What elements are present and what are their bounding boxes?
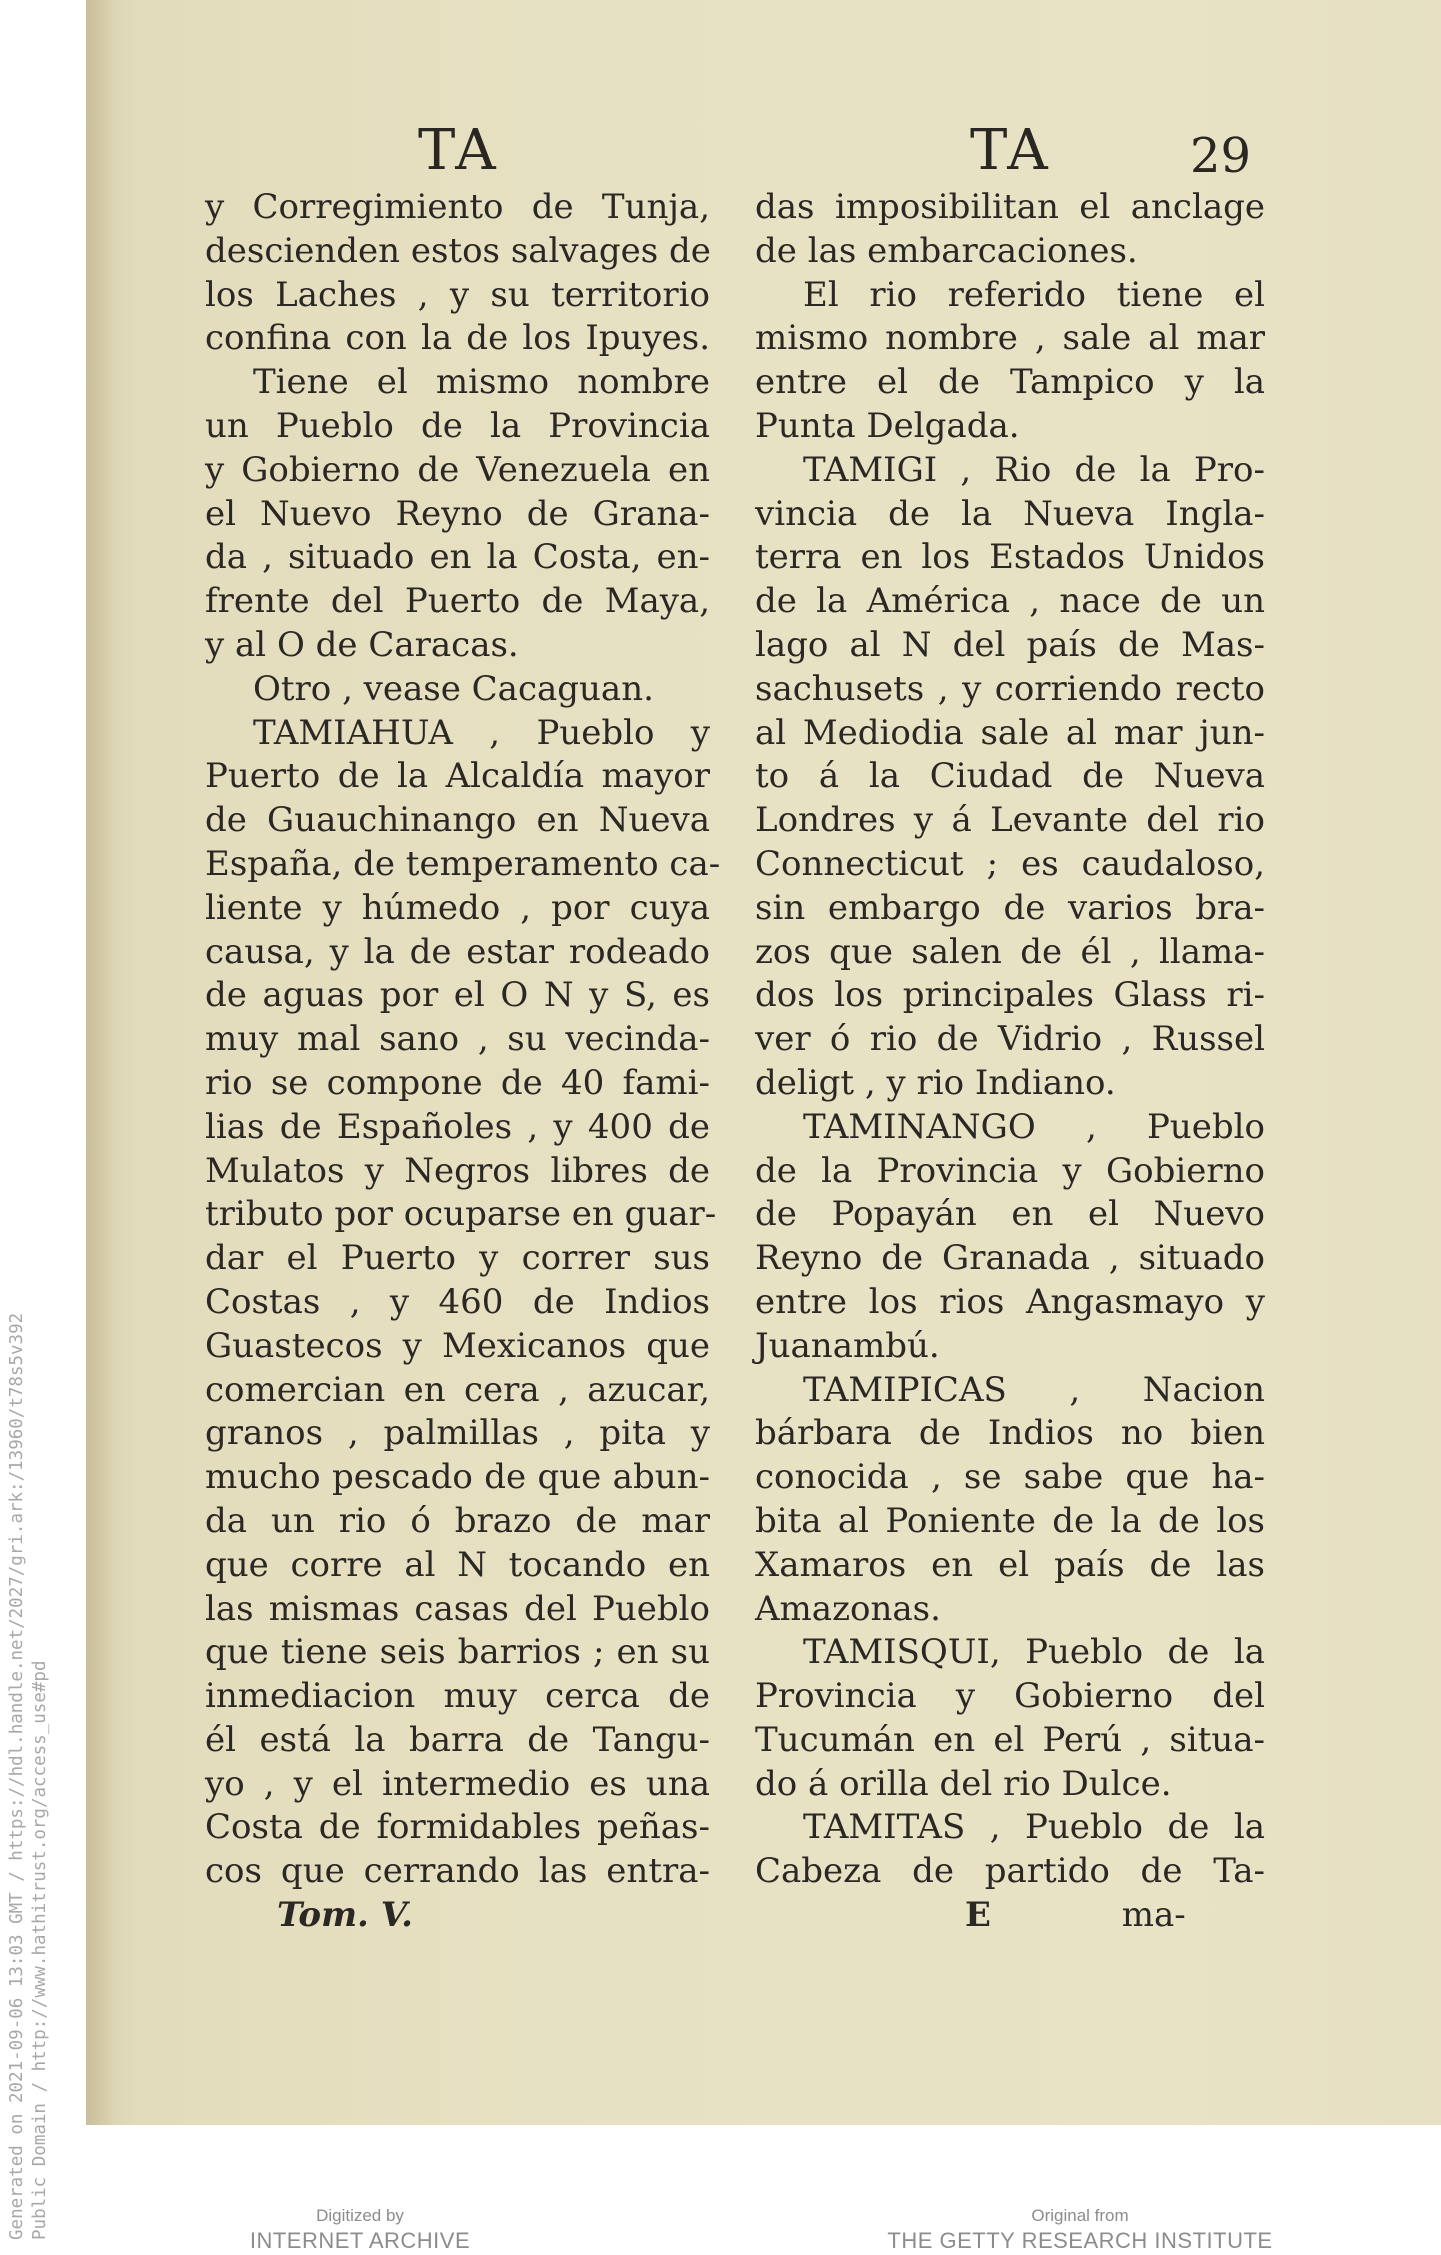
text-line: de Popayán en el Nuevo [755,1194,1265,1235]
text-line: al Mediodia sale al mar jun- [755,712,1265,753]
right-running-head: TA [970,118,1051,183]
text-line: yo , y el intermedio es una [205,1763,710,1804]
digitized-by-label: Digitized by [316,2206,404,2225]
right-column [755,186,1265,1938]
text-line: vincia de la Nueva Ingla- [755,493,1265,534]
text-line: El rio referido tiene el [803,274,1265,315]
text-line: las mismas casas del Pueblo [205,1588,710,1629]
text-line: de la Provincia y Gobierno [755,1150,1265,1191]
text-line: dos los principales Glass ri- [755,975,1265,1016]
entry-headword-line: TAMITAS , Pueblo de la [803,1807,1265,1848]
text-line: mucho pescado de que abun- [205,1457,710,1498]
text-line: bita al Poniente de la de los [755,1500,1265,1541]
text-line: dar el Puerto y correr sus [205,1238,710,1279]
text-line: ver ó rio de Vidrio , Russel [755,1019,1265,1060]
text-line: conocida , se sabe que ha- [755,1457,1265,1498]
text-line: rio se compone de 40 fami- [205,1062,710,1103]
access-watermark [6,1060,52,2240]
text-line: y al O de Caracas. [205,624,519,665]
text-line: bárbara de Indios no bien [755,1413,1265,1454]
entry-headword-line: TAMISQUI, Pueblo de la [803,1632,1265,1673]
text-line: Tiene el mismo nombre [253,362,710,403]
text-line: inmediacion muy cerca de [205,1676,710,1717]
digitized-by-credit [240,2205,480,2255]
text-line: granos , palmillas , pita y [205,1413,710,1454]
text-line: Amazonas. [755,1588,941,1629]
text-line: Guastecos y Mexicanos que [205,1325,710,1366]
text-line: deligt , y rio Indiano. [755,1062,1116,1103]
text-line: da , situado en la Costa, en- [205,537,710,578]
original-from-label: Original from [1031,2206,1129,2225]
watermark-line-2: Public Domain / http://www.hathitrust.org/access_use#pd [30,1660,50,2240]
left-running-head: TA [418,118,499,183]
text-line: y Corregimiento de Tunja, [205,187,710,227]
text-line: zos que salen de él , llama- [755,931,1265,972]
text-line: das imposibilitan el anclage [755,187,1265,227]
text-line: que tiene seis barrios ; en su [205,1632,710,1673]
text-line: Punta Delgada. [755,405,1020,446]
left-column [205,186,721,1938]
text-line: de aguas por el O N y S, es [205,975,710,1016]
text-line: que corre al N tocando en [205,1544,710,1585]
original-from-credit [880,2205,1280,2255]
text-line: sachusets , y corriendo recto [755,668,1265,709]
text-line: mismo nombre , sale al mar [755,318,1265,359]
internet-archive-label: INTERNET ARCHIVE [249,2228,471,2253]
text-line: un Pueblo de la Provincia [205,405,710,446]
text-line: to á la Ciudad de Nueva [755,756,1265,797]
signature-line [755,1894,1265,1938]
text-line: Connecticut ; es caudaloso, [755,843,1265,884]
text-line: lago al N del país de Mas- [755,624,1265,665]
text-line: frente del Puerto de Maya, [205,581,710,622]
catchword: ma- [1121,1895,1186,1936]
entry-headword-line: TAMINANGO , Pueblo [803,1106,1265,1147]
volume-signature: Tom. V. [277,1895,413,1936]
text-line: Otro , vease Cacaguan. [253,668,654,709]
text-line: descienden estos salvages de [205,230,711,271]
watermark-line-1: Generated on 2021-09-06 13:03 GMT / https://hdl.handle.net/2027/gri.ark:/13960/t78s5v392 [7,1312,27,2240]
text-line: do á orilla del rio Dulce. [755,1763,1172,1804]
text-line: él está la barra de Tangu- [205,1719,710,1760]
text-line: Provincia y Gobierno del [755,1676,1265,1717]
text-line: tributo por ocuparse en guar- [205,1194,717,1235]
text-line: Londres y á Levante del rio [755,800,1265,841]
text-line: sin embargo de varios bra- [755,887,1265,928]
text-line: de la América , nace de un [755,581,1265,622]
text-line: Reyno de Granada , situado [755,1238,1265,1279]
text-line: lias de Españoles , y 400 de [205,1106,710,1147]
text-line: Costa de formidables peñas- [205,1807,710,1848]
entry-headword-line: TAMIGI , Rio de la Pro- [803,449,1265,490]
text-line: Juanambú. [755,1325,940,1366]
text-line: de las embarcaciones. [755,230,1138,271]
text-line: el Nuevo Reyno de Grana- [205,493,710,534]
text-line: causa, y la de estar rodeado [205,931,710,972]
text-line: cos que cerrando las entra- [205,1851,710,1892]
text-line: y Gobierno de Venezuela en [205,449,710,490]
text-line: Puerto de la Alcaldía mayor [205,756,710,797]
text-line: terra en los Estados Unidos [755,537,1265,578]
getty-institute-label: THE GETTY RESEARCH INSTITUTE [887,2228,1273,2253]
text-line: Xamaros en el país de las [755,1544,1265,1585]
text-line: los Laches , y su territorio [205,274,710,315]
text-line: de Guauchinango en Nueva [205,800,710,841]
text-line: muy mal sano , su vecinda- [205,1019,710,1060]
text-line: entre el de Tampico y la [755,362,1265,403]
text-line: Tucumán en el Perú , situa- [755,1719,1265,1760]
text-line: Mulatos y Negros libres de [205,1150,710,1191]
text-line: Costas , y 460 de Indios [205,1281,710,1322]
entry-headword-line: TAMIAHUA , Pueblo y [253,712,710,753]
text-line: confina con la de los Ipuyes. [205,318,710,359]
text-line: liente y húmedo , por cuya [205,887,710,928]
gathering-signature: E [965,1895,991,1936]
text-line: entre los rios Angasmayo y [755,1281,1265,1322]
entry-headword-line: TAMIPICAS , Nacion [803,1369,1265,1410]
text-line: Cabeza de partido de Ta- [755,1851,1265,1892]
text-line: da un rio ó brazo de mar [205,1500,710,1541]
text-line: España, de temperamento ca- [205,843,721,884]
page-number: 29 [1190,128,1252,184]
text-line: comercian en cera , azucar, [205,1369,710,1410]
